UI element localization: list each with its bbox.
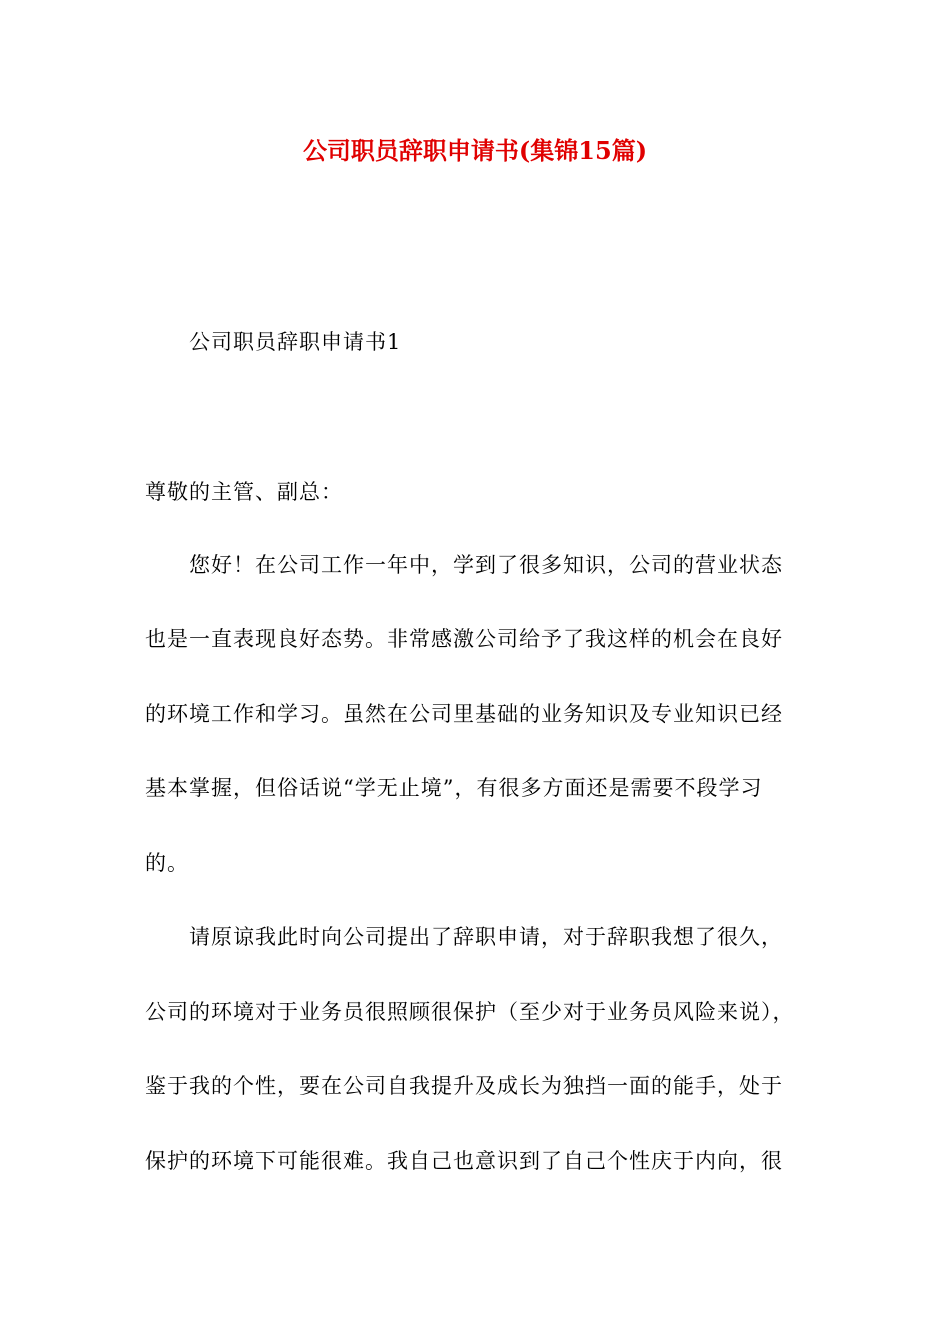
paragraph-line: 保护的环境下可能很难。我自己也意识到了自己个性庆于内向，很	[145, 1149, 783, 1173]
paragraph-line: 的。	[145, 851, 189, 875]
paragraph-line: 也是一直表现良好态势。非常感激公司给予了我这样的机会在良好	[145, 627, 783, 651]
salutation: 尊敬的主管、副总：	[145, 480, 343, 504]
document-title: 公司职员辞职申请书(集锦15篇)	[302, 136, 648, 165]
paragraph-line: 的环境工作和学习。虽然在公司里基础的业务知识及专业知识已经	[145, 702, 783, 726]
paragraph-line: 请原谅我此时向公司提出了辞职申请，对于辞职我想了很久，	[189, 925, 783, 949]
paragraph-line: 鉴于我的个性，要在公司自我提升及成长为独挡一面的能手，处于	[145, 1074, 783, 1098]
paragraph-line: 公司的环境对于业务员很照顾很保护（至少对于业务员风险来说），	[145, 1000, 795, 1024]
paragraph-line: 您好！在公司工作一年中，学到了很多知识，公司的营业状态	[189, 553, 783, 577]
paragraph-line: 基本掌握，但俗话说“学无止境”，有很多方面还是需要不段学习	[145, 776, 763, 800]
section-heading: 公司职员辞职申请书1	[189, 330, 402, 354]
